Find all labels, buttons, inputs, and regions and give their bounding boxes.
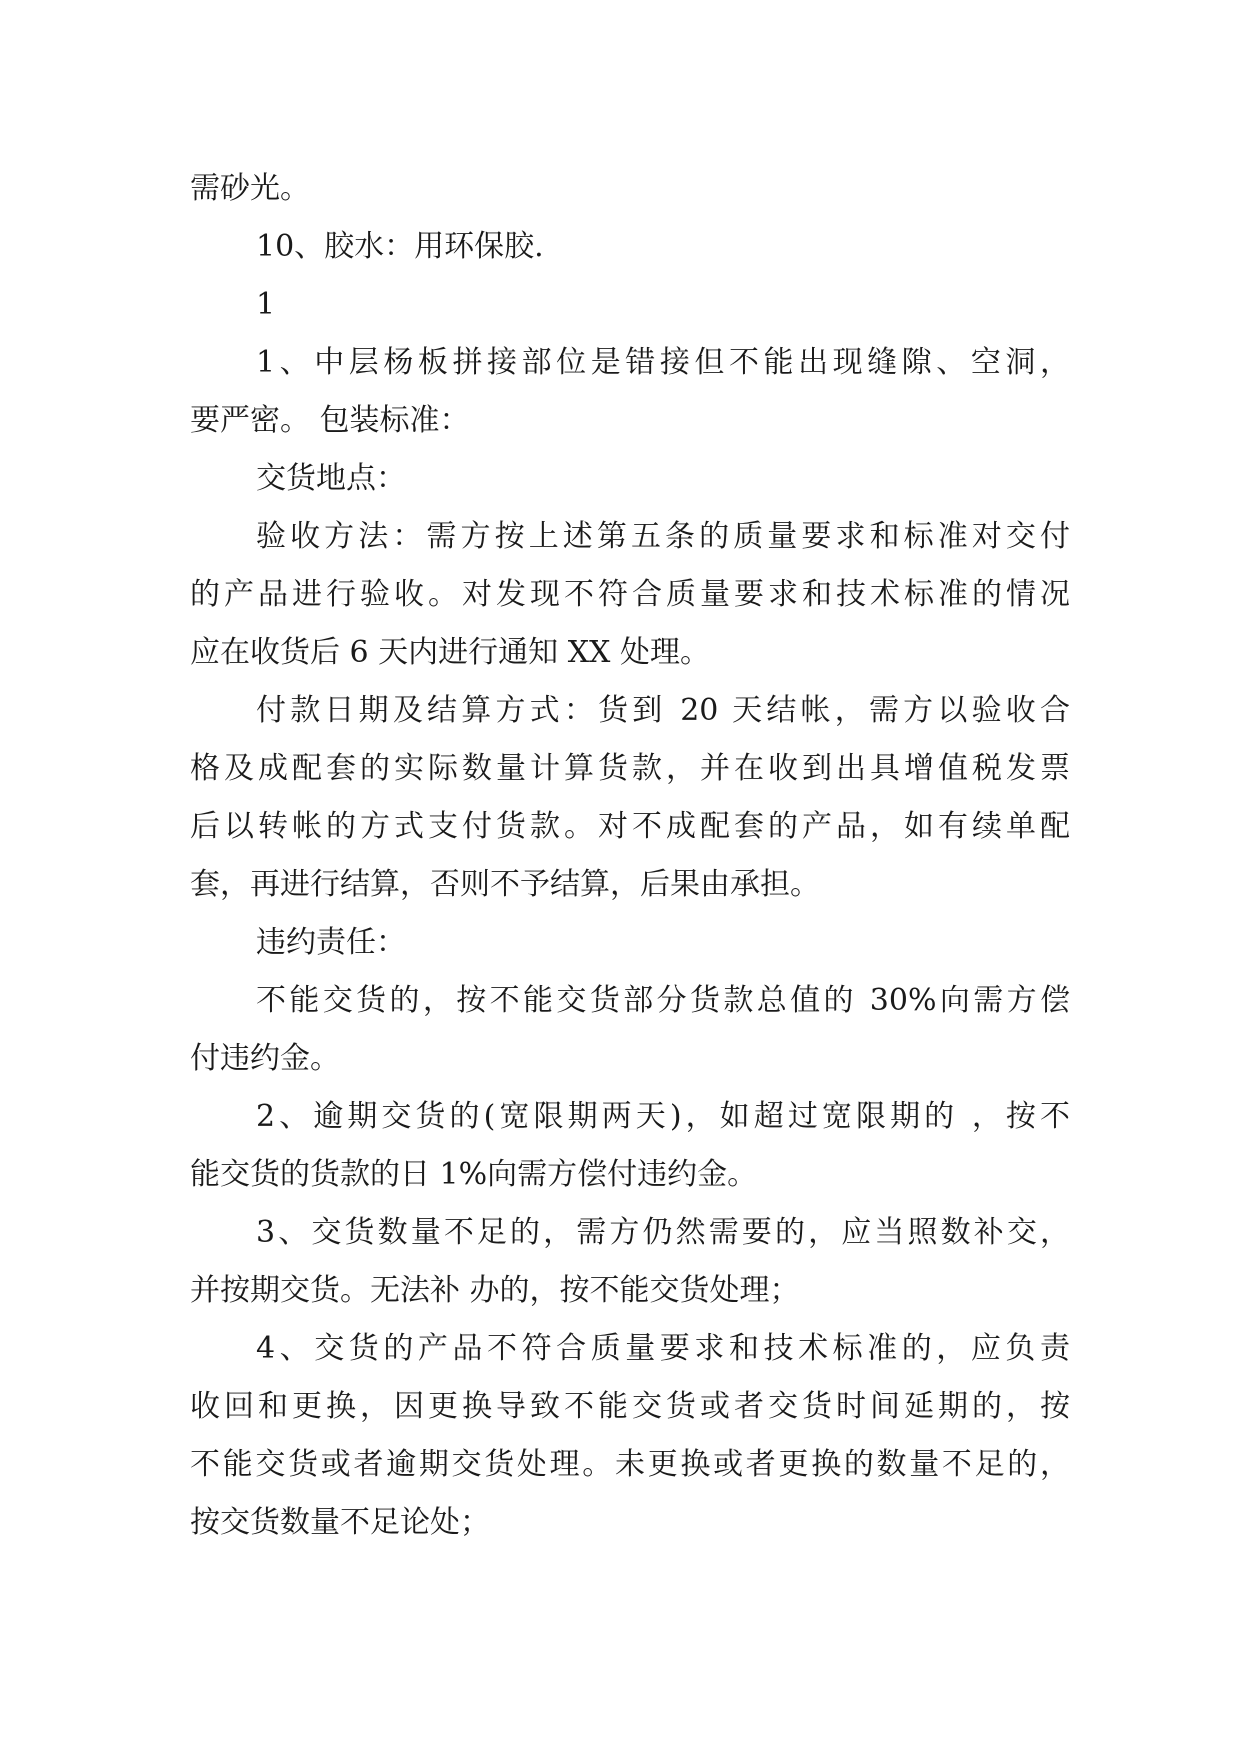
text-line: 要严密。 包装标准： <box>190 403 470 438</box>
text-line: 验收方法：需方按上述第五条的质量要求和标准对交付 <box>256 519 1070 554</box>
text-line: 3、交货数量不足的，需方仍然需要的，应当照数补交， <box>256 1215 1070 1250</box>
text-line: 不能交货或者逾期交货处理。未更换或者更换的数量不足的， <box>190 1447 1070 1482</box>
text-line: 10、胶水：用环保胶. <box>256 229 544 264</box>
text-line: 不能交货的，按不能交货部分货款总值的 30%向需方偿 <box>256 983 1070 1018</box>
text-line: 付违约金。 <box>190 1041 340 1076</box>
text-line: 违约责任： <box>256 925 406 960</box>
text-line: 1 <box>256 287 276 322</box>
text-line: 套，再进行结算，否则不予结算，后果由承担。 <box>190 867 820 902</box>
text-line: 并按期交货。无法补 办的，按不能交货处理； <box>190 1273 800 1308</box>
text-line: 格及成配套的实际数量计算货款，并在收到出具增值税发票 <box>190 751 1070 786</box>
text-line: 的产品进行验收。对发现不符合质量要求和技术标准的情况 <box>190 577 1070 612</box>
text-line: 付款日期及结算方式：货到 20 天结帐，需方以验收合 <box>256 693 1070 728</box>
text-line: 需砂光。 <box>190 171 310 206</box>
text-line: 2、逾期交货的(宽限期两天)，如超过宽限期的 ，按不 <box>256 1099 1070 1134</box>
document-body <box>190 160 1070 1552</box>
text-line: 收回和更换，因更换导致不能交货或者交货时间延期的，按 <box>190 1389 1070 1424</box>
text-line: 按交货数量不足论处； <box>190 1505 490 1540</box>
text-line: 4、交货的产品不符合质量要求和技术标准的，应负责 <box>256 1331 1070 1366</box>
text-line: 1、中层杨板拼接部位是错接但不能出现缝隙、空洞， <box>256 345 1070 380</box>
text-line: 能交货的货款的日 1%向需方偿付违约金。 <box>190 1157 758 1192</box>
text-line: 交货地点： <box>256 461 406 496</box>
text-line: 后以转帐的方式支付货款。对不成配套的产品，如有续单配 <box>190 809 1070 844</box>
text-line: 应在收货后 6 天内进行通知 XX 处理。 <box>190 635 710 670</box>
